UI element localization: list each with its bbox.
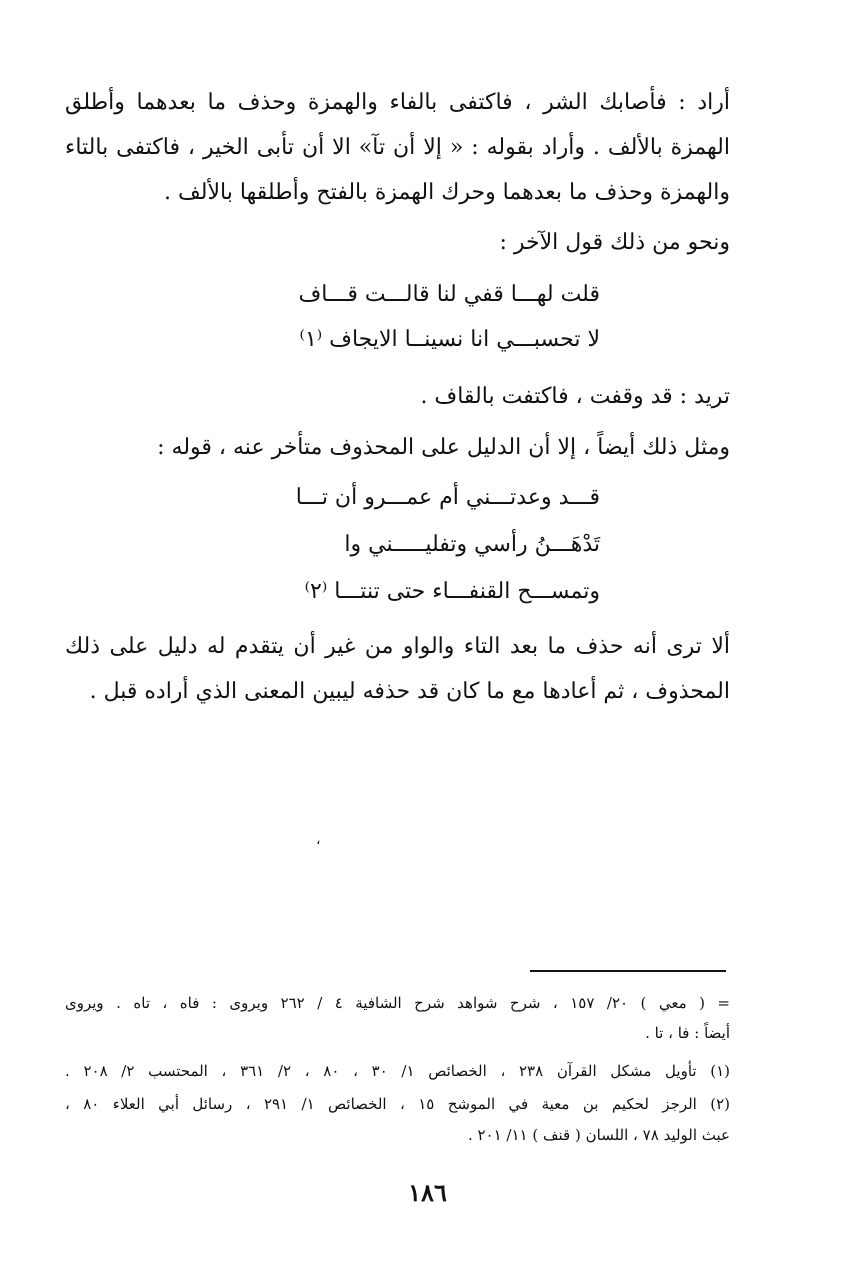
footnote-2-line-2: عبث الوليد ٧٨ ، اللسان ( قنف ) ١١/ ٢٠١ . [467, 1126, 730, 1144]
footnote-continued-line-1: = ( معي ) ٢٠/ ١٥٧ ، شرح شواهد شرح الشافية ٤ / ٢٦٢ ويروى : فاه ، تاه . ويروى [65, 994, 731, 1012]
footnote-2-line-1: (٢) الرجز لحكيم بن معية في الموشح ١٥ ، الخصائص ١/ ٢٩١ ، رسائل أبي العلاء ٨٠ ، [65, 1095, 731, 1113]
verse-2-line-3: وتمســـح القنفـــاء حتى تنتـــا ⁽٢⁾ [304, 579, 600, 604]
verse-1-line-2: لا تحسبـــي انا نسينــا الايجاف ⁽١⁾ [299, 327, 600, 352]
paragraph-2-line-2: المحذوف ، ثم أعادها مع ما كان قد حذفه ليبين المعنى الذي أراده قبل . [89, 679, 730, 704]
footnote-continued-line-2: أيضاً : فا ، تا . [645, 1024, 730, 1042]
verse-2-intro: ومثل ذلك أيضاً ، إلا أن الدليل على المحذوف متأخر عنه ، قوله : [157, 435, 730, 460]
footnote-separator [530, 970, 726, 972]
paragraph-1-line-1: أراد : فأصابك الشر ، فاكتفى بالفاء والهمزة وحذف ما بعدهما وأطلق [65, 90, 730, 115]
stray-mark: ، [316, 832, 321, 848]
paragraph-1-line-2: الهمزة بالألف . وأراد بقوله : « إلا أن تآ» الا أن تأبى الخير ، فاكتفى بالتاء [65, 135, 730, 160]
paragraph-1-line-3: والهمزة وحذف ما بعدهما وحرك الهمزة بالفتح وأطلقها بالألف . [164, 180, 730, 205]
verse-2-line-1: قـــد وعدتـــني أم عمـــرو أن تـــا [295, 485, 600, 510]
paragraph-2-line-1: ألا ترى أنه حذف ما بعد التاء والواو من غير أن يتقدم له دليل على ذلك [65, 634, 730, 659]
verse-2-line-2: تَدْهَـــنُ رأسي وتفليـــــني وا [344, 532, 600, 557]
verse-1-explanation: تريد : قد وقفت ، فاكتفت بالقاف . [420, 384, 730, 409]
verse-1-line-1: قلت لهـــا قفي لنا قالـــت قـــاف [298, 282, 600, 307]
page-number: ١٨٦ [408, 1178, 447, 1207]
verse-1-intro: ونحو من ذلك قول الآخر : [499, 230, 730, 255]
footnote-1: (١) تأويل مشكل القرآن ٢٣٨ ، الخصائص ١/ ٣٠ ، ٨٠ ، ٢/ ٣٦١ ، المحتسب ٢/ ٢٠٨ . [65, 1062, 731, 1080]
